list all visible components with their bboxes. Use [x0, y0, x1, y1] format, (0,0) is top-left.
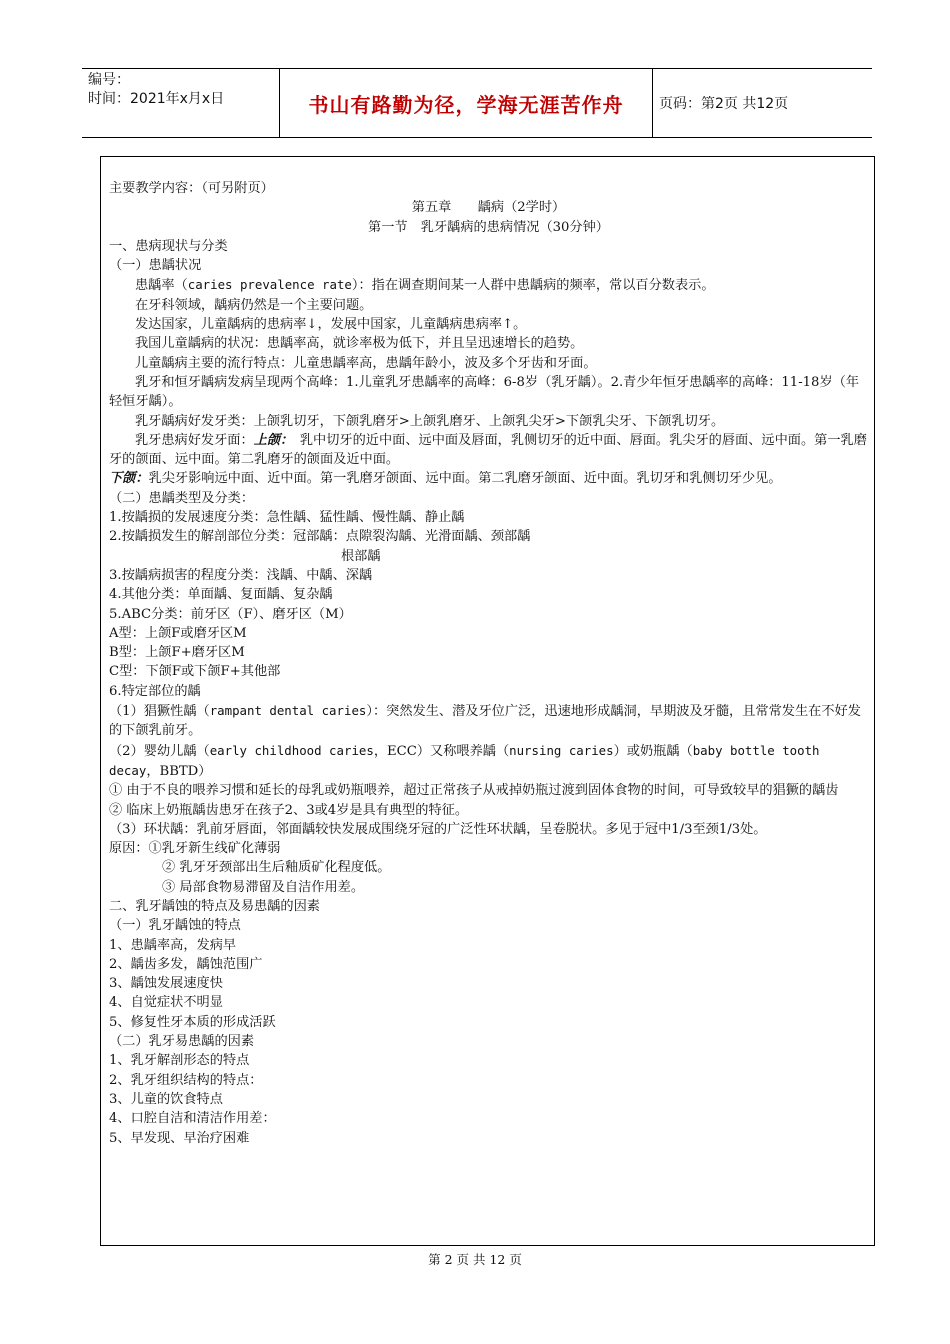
list-item: 原因：①乳牙新生线矿化薄弱	[109, 841, 281, 857]
paragraph: 儿童龋病主要的流行特点：儿童患龋率高，患龋年龄小，波及多个牙齿和牙面。	[135, 355, 597, 371]
header-meta	[82, 69, 280, 137]
list-item: 3.按龋病损害的程度分类：浅龋、中龋、深龋	[109, 567, 373, 583]
header-motto: 书山有路勤为径，学海无涯苦作舟	[280, 69, 653, 137]
list-item: 6.特定部位的龋	[109, 683, 201, 699]
header-page-info: 页码：第2页 共12页	[659, 96, 789, 112]
subheading-2-1: （一）乳牙龋蚀的特点	[109, 918, 241, 934]
chapter-title: 第五章 龋病（2学时）	[411, 200, 566, 216]
subheading-2-2: （二）乳牙易患龋的因素	[109, 1034, 255, 1050]
section-title: 第一节 乳牙龋病的患病情况（30分钟）	[368, 219, 609, 235]
content-box	[100, 156, 875, 1246]
list-item: 2、龋齿多发，龋蚀范围广	[109, 956, 263, 972]
list-item: C型：下颌F或下颌F+其他部	[109, 664, 281, 680]
heading-1: 一、患病现状与分类	[109, 238, 228, 254]
list-item: ② 乳牙牙颈部出生后釉质矿化程度低。	[162, 860, 391, 876]
page-header	[82, 68, 872, 138]
heading-2: 二、乳牙龋蚀的特点及易患龋的因素	[109, 898, 320, 914]
list-item: 1、乳牙解剖形态的特点	[109, 1053, 250, 1069]
paragraph: 乳牙患病好发牙面：上颌： 乳中切牙的近中面、远中面及唇面，乳侧切牙的近中面、唇面。乳尖牙的唇面、远中面。第一乳磨牙的颌面、远中面。第二乳磨牙的颌面及近中面。	[109, 432, 867, 468]
list-item: 5.ABC分类：前牙区（F）、磨牙区（M）	[109, 606, 352, 622]
time-label: 时间：2021年x月x日	[88, 91, 225, 107]
list-item: 5、修复性牙本质的形成活跃	[109, 1014, 276, 1030]
paragraph: （3）环状龋：乳前牙唇面，邻面龋较快发展成围绕牙冠的广泛性环状龋，呈卷脱状。多见于冠中1/3至颈1/3处。	[109, 821, 767, 837]
paragraph: 下颌：乳尖牙影响远中面、近中面。第一乳磨牙颌面、远中面。第二乳磨牙颌面、近中面。乳切牙和乳侧切牙少见。	[109, 471, 782, 487]
intro-line: 主要教学内容：（可另附页）	[109, 181, 274, 196]
paragraph: 患龋率（caries prevalence rate）：指在调查期间某一人群中患龋病的频率，常以百分数表示。	[135, 277, 715, 294]
list-item: 4.其他分类：单面龋、复面龋、复杂龋	[109, 587, 333, 603]
list-item: ③ 局部食物易滞留及自洁作用差。	[162, 879, 365, 895]
paragraph: 乳牙和恒牙龋病发病呈现两个高峰：1.儿童乳牙患龋率的高峰：6-8岁（乳牙龋）。2.青少年恒牙患龋率的高峰：11-18岁（年轻恒牙龋）。	[109, 374, 860, 410]
subheading-1-2: （二）患龋类型及分类：	[109, 490, 255, 506]
list-item: 3、儿童的饮食特点	[109, 1091, 223, 1107]
paragraph: 发达国家，儿童龋病的患病率↓，发展中国家，儿童龋病患病率↑。	[135, 317, 527, 333]
list-item: 4、口腔自洁和清洁作用差：	[109, 1111, 276, 1127]
list-item: 5、早发现、早治疗困难	[109, 1130, 250, 1146]
paragraph: 乳牙龋病好发牙类：上颌乳切牙，下颌乳磨牙>上颌乳磨牙、上颌乳尖牙>下颌乳尖牙、下颌乳切牙。	[135, 413, 725, 429]
list-item: B型：上颌F+磨牙区M	[109, 645, 245, 661]
paragraph: （1）猖獗性龋（rampant dental caries）：突然发生、潜及牙位广泛，迅速地形成龋洞，早期波及牙髓，且常常发生在不好发的下颌乳前牙。	[109, 703, 861, 739]
list-item: 2.按龋损发生的解剖部位分类：冠部龋：点隙裂沟龋、光滑面龋、颈部龋	[109, 529, 531, 545]
paragraph: ① 由于不良的喂养习惯和延长的母乳或奶瓶喂养，超过正常孩子从戒掉奶瓶过渡到固体食物的时间，可导致较早的猖獗的龋齿	[109, 783, 839, 799]
paragraph: ② 临床上奶瓶龋齿患牙在孩子2、3或4岁是具有典型的特征。	[109, 802, 469, 818]
list-item: 1、患龋率高，发病早	[109, 937, 237, 953]
paragraph: 我国儿童龋病的状况：患龋率高，就诊率极为低下，并且呈迅速增长的趋势。	[135, 336, 584, 352]
list-item: 2、乳牙组织结构的特点：	[109, 1072, 263, 1088]
list-item: 4、自觉症状不明显	[109, 995, 223, 1011]
paragraph: （2）婴幼儿龋（early childhood caries，ECC）又称喂养龋（nursing caries）或奶瓶龋（baby bottle tooth decay，BBTD）	[109, 742, 820, 779]
list-item: A型：上颌F或磨牙区M	[109, 625, 247, 641]
list-item: 根部龋	[341, 548, 381, 564]
page-footer: 第 2 页 共 12 页	[428, 1252, 522, 1267]
number-label: 编号：	[88, 72, 130, 88]
list-item: 1.按龋损的发展速度分类：急性龋、猛性龋、慢性龋、静止龋	[109, 510, 465, 526]
paragraph: 在牙科领域，龋病仍然是一个主要问题。	[135, 297, 373, 313]
subheading-1-1: （一）患龋状况	[109, 258, 202, 274]
list-item: 3、龋蚀发展速度快	[109, 976, 223, 992]
